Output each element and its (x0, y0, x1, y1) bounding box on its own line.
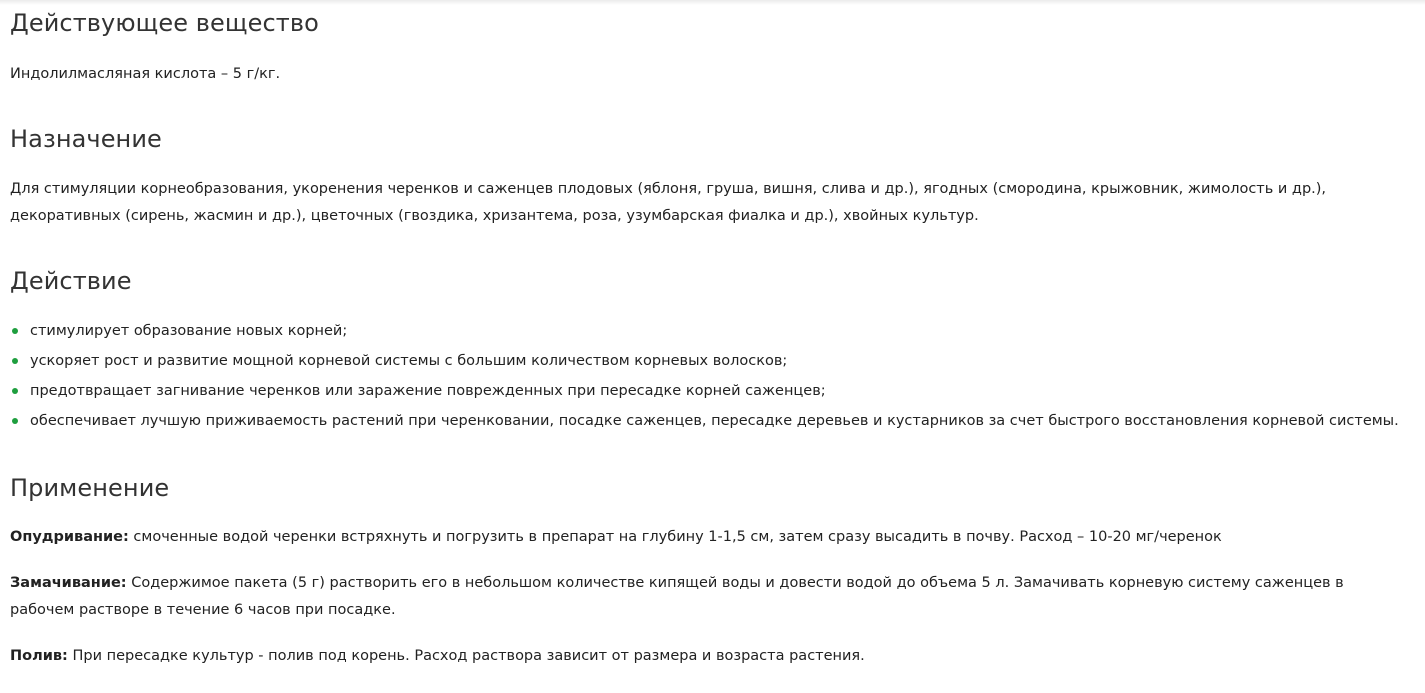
heading-action: Действие (10, 267, 132, 295)
heading-usage: Применение (10, 474, 170, 502)
purpose-text-line-2: декоративных (сирень, жасмин и др.), цветочных (гвоздика, хризантема, роза, узумбарская фиалка и др.), хвойных культур. (10, 208, 979, 224)
list-item (10, 316, 1399, 346)
list-item (10, 406, 1399, 436)
active-substance-text: Индолилмасляная кислота – 5 г/кг. (10, 66, 281, 82)
bullet-dot-icon (12, 418, 18, 424)
usage-soaking-text: Содержимое пакета (5 г) растворить его в небольшом количестве кипящей воды и довести водой до объема 5 л. Замачивать корневую систему саженцев в (126, 575, 1344, 591)
bullet-dot-icon (12, 328, 18, 334)
top-shadow (0, 0, 1425, 5)
action-item-text: предотвращает загнивание черенков или заражение поврежденных при пересадке корней саженцев; (30, 383, 826, 399)
usage-dusting (10, 524, 1222, 551)
bullet-dot-icon (12, 358, 18, 364)
purpose-text-line-1: Для стимуляции корнеобразования, укоренения черенков и саженцев плодовых (яблоня, груша, вишня, слива и др.), ягодных (смородина, крыжовник, жимолость и др.), (10, 181, 1327, 197)
heading-active-substance: Действующее вещество (10, 9, 319, 37)
bullet-dot-icon (12, 388, 18, 394)
usage-watering-label: Полив: (10, 648, 68, 664)
action-item-text: ускоряет рост и развитие мощной корневой системы с большим количеством корневых волосков; (30, 353, 788, 369)
usage-dusting-text: смоченные водой черенки встряхнуть и погрузить в препарат на глубину 1-1,5 см, затем сразу высадить в почву. Расход – 10-20 мг/черенок (128, 529, 1222, 545)
usage-soaking-label: Замачивание: (10, 575, 127, 591)
action-list (10, 316, 1399, 436)
usage-soaking (10, 570, 1344, 624)
action-item-text: обеспечивает лучшую приживаемость растений при черенковании, посадке саженцев, пересадке деревьев и кустарников за счет быстрого восстановления корневой системы. (30, 413, 1399, 429)
list-item (10, 346, 1399, 376)
usage-soaking-text-2: рабочем растворе в течение 6 часов при посадке. (10, 602, 396, 618)
action-item-text: стимулирует образование новых корней; (30, 323, 348, 339)
usage-dusting-label: Опудривание: (10, 529, 129, 545)
usage-watering (10, 643, 865, 670)
list-item (10, 376, 1399, 406)
usage-watering-text: При пересадке культур - полив под корень. Расход раствора зависит от размера и возраста растения. (67, 648, 865, 664)
purpose-text (10, 176, 1326, 230)
heading-purpose: Назначение (10, 125, 162, 153)
